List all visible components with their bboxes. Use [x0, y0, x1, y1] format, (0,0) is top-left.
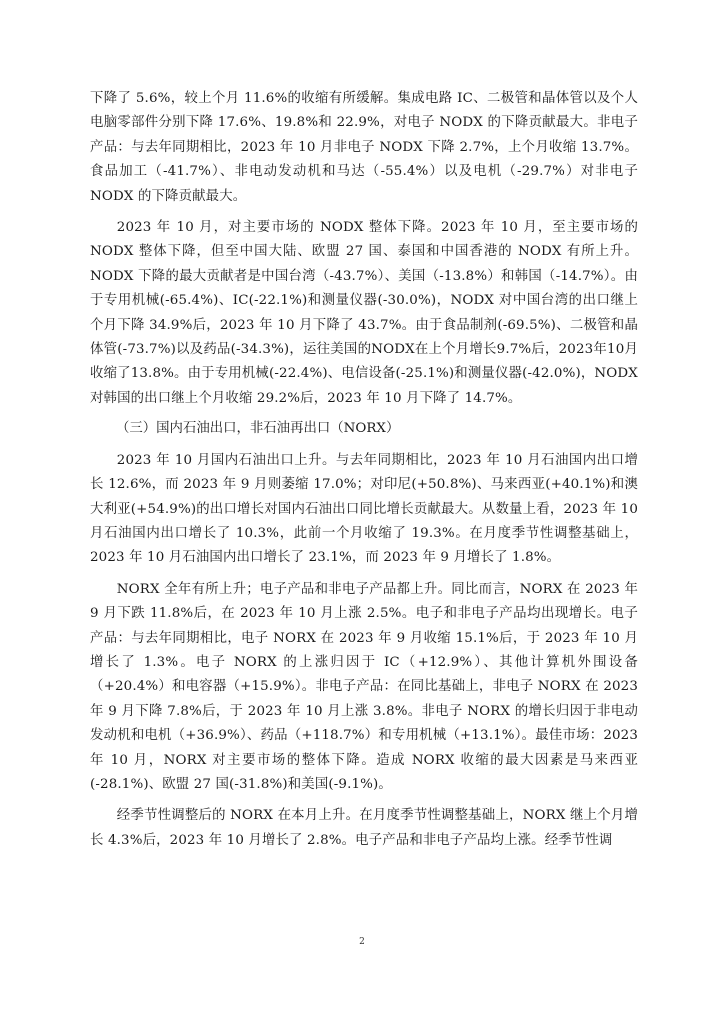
section-heading-oil-norx: （三）国内石油出口，非石油再出口（NORX） — [116, 421, 400, 437]
paragraph-major-markets-nodx: 2023 年 10 月，对主要市场的 NODX 整体下降。2023 年 10 月，至主要市场的 NODX 整体下降，但至中国大陆、欧盟 27 国、泰国和中国香港的 NODX 有所上升。NODX 下降的最大贡献者是中国台湾（-43.7%）、美国（-13.8%）和韩国（-14.7%）。由于专用机械(-65.4%)、IC(-22.1%)和测量仪器(-30.0%)，NODX 对中国台湾的出口继上个月下降 34.9%后，2023 年 10 月下降了 43.7%。由于食品制剂(-69.5%)、二极管和晶体管(-73.7%)以及药品(-34.3%)，运往美国的NODX在上个月增长9.7%后，2023年10月收缩了13.8%。由于专用机械(-22.4%)、电信设备(-25.1%)和测量仪器(-42.0%)，NODX 对韩国的出口继上个月收缩 29.2%后，2023 年 10 月下降了 14.7%。 — [90, 220, 638, 406]
paragraph-norx-seasonal: 经季节性调整后的 NORX 在本月上升。在月度季节性调整基础上，NORX 继上个月增长 4.3%后，2023 年 10 月增长了 2.8%。电子产品和非电子产品均上涨。经季节性调 — [90, 808, 638, 848]
paragraph-norx-annual: NORX 全年有所上升；电子产品和非电子产品都上升。同比而言，NORX 在 2023 年 9 月下跌 11.8%后，在 2023 年 10 月上涨 2.5%。电子和非电子产品均出现增长。电子产品：与去年同期相比，电子 NORX 在 2023 年 9 月收缩 15.1%后，于 2023 年 10 月增长了 1.3%。电子 NORX 的上涨归因于 IC（+12.9%）、其他计算机外围设备（+20.4%）和电容器（+15.9%）。非电子产品：在同比基础上，非电子 NORX 在 2023 年 9 月下降 7.8%后，于 2023 年 10 月上涨 3.8%。非电子 NORX 的增长归因于非电动发动机和电机（+36.9%）、药品（+118.7%）和专用机械（+13.1%）。最佳市场：2023 年 10 月，NORX 对主要市场的整体下降。造成 NORX 收缩的最大因素是马来西亚(-28.1%)、欧盟 27 国(-31.8%)和美国(-9.1%)。 — [90, 581, 638, 792]
document-body — [90, 87, 638, 853]
paragraph-domestic-oil-exports: 2023 年 10 月国内石油出口上升。与去年同期相比，2023 年 10 月石油国内出口增长 12.6%，而 2023 年 9 月则萎缩 17.0%；对印尼(+50.8%)、马来西亚(+40.1%)和澳大利亚(+54.9%)的出口增长对国内石油出口同比增长贡献最大。从数量上看，2023 年 10 月石油国内出口增长了 10.3%，此前一个月收缩了 19.3%。在月度季节性调整基础上，2023 年 10 月石油国内出口增长了 23.1%，而 2023 年 9 月增长了 1.8%。 — [90, 452, 638, 566]
page-number: 2 — [359, 937, 365, 947]
paragraph-electronics-nodx: 下降了 5.6%，较上个月 11.6%的收缩有所缓解。集成电路 IC、二极管和晶体管以及个人电脑零部件分别下降 17.6%、19.8%和 22.9%，对电子 NODX 的下降贡献最大。非电子产品：与去年同期相比，2023 年 10 月非电子 NODX 下降 2.7%，上个月收缩 13.7%。食品加工（-41.7%）、非电动发动机和马达（-55.4%）以及电机（-29.7%）对非电子 NODX 的下降贡献最大。 — [90, 91, 638, 204]
